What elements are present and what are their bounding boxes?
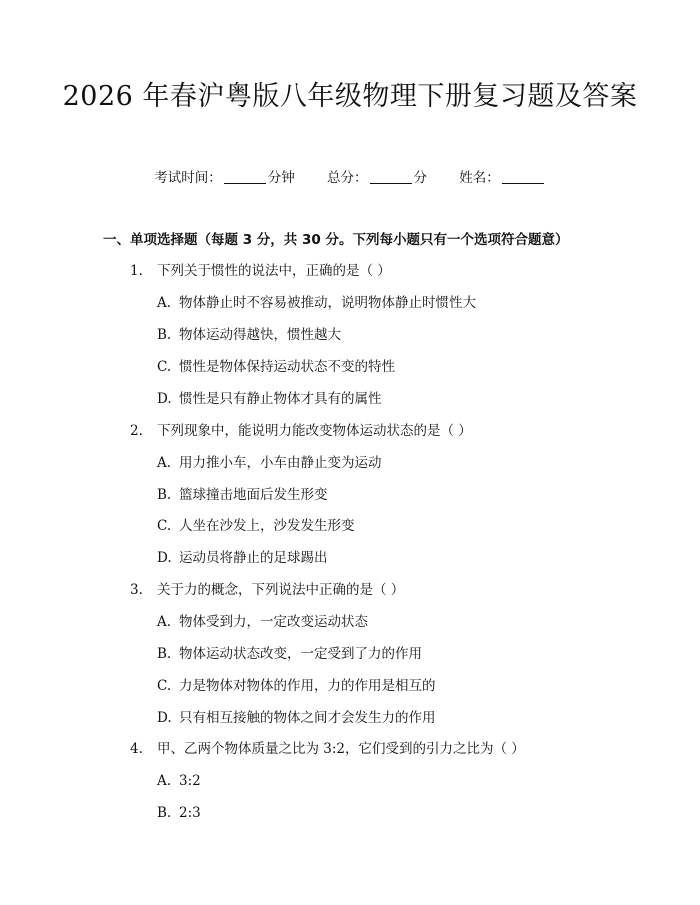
- option-text: 物体受到力，一定改变运动状态: [179, 614, 368, 630]
- option-text: 物体运动得越快，惯性越大: [179, 327, 341, 343]
- option-letter: A.: [157, 614, 172, 630]
- option-letter: A.: [157, 773, 172, 789]
- option-letter: C.: [157, 518, 172, 534]
- option-letter: B.: [157, 327, 172, 343]
- option-text: 2:3: [179, 805, 201, 821]
- question-number: 4.: [130, 741, 143, 757]
- student-name-label: 姓名：: [459, 170, 500, 186]
- option-letter: A.: [157, 295, 172, 311]
- exam-info-row: [0, 168, 700, 188]
- question-text: 下列现象中，能说明力能改变物体运动状态的是（ ）: [157, 423, 472, 439]
- question-number: 2.: [130, 423, 143, 439]
- section-heading: 一、单项选择题（每题 3 分，共 30 分。下列每小题只有一个选项符合题意）: [103, 232, 569, 248]
- total-score-blank: [370, 170, 412, 184]
- option-letter: D.: [157, 391, 172, 407]
- exam-time-unit: 分钟: [267, 170, 295, 186]
- question-text: 关于力的概念，下列说法中正确的是（ ）: [157, 582, 405, 598]
- exam-time-field: [154, 170, 295, 186]
- total-score-label: 总分：: [327, 170, 368, 186]
- option-letter: A.: [157, 455, 172, 471]
- option-text: 物体静止时不容易被推动，说明物体静止时惯性大: [179, 295, 476, 311]
- option-text: 篮球撞击地面后发生形变: [179, 487, 328, 503]
- option-text: 惯性是只有静止物体才具有的属性: [179, 391, 382, 407]
- total-score-unit: 分: [413, 170, 427, 186]
- exam-time-label: 考试时间：: [154, 170, 222, 186]
- option-text: 惯性是物体保持运动状态不变的特性: [179, 359, 395, 375]
- option-text: 3:2: [179, 773, 201, 789]
- option-text: 运动员将静止的足球踢出: [179, 550, 328, 566]
- question-text: 下列关于惯性的说法中，正确的是（ ）: [157, 263, 391, 279]
- option-letter: C.: [157, 359, 172, 375]
- option-letter: D.: [157, 550, 172, 566]
- option-letter: B.: [157, 805, 172, 821]
- option-letter: C.: [157, 678, 172, 694]
- option-letter: D.: [157, 710, 172, 726]
- question-text: 甲、乙两个物体质量之比为 3:2，它们受到的引力之比为（ ）: [157, 741, 525, 757]
- option-text: 力是物体对物体的作用，力的作用是相互的: [179, 678, 436, 694]
- option-text: 用力推小车，小车由静止变为运动: [179, 455, 382, 471]
- student-name-field: [459, 170, 546, 186]
- student-name-blank: [502, 170, 544, 184]
- option-letter: B.: [157, 487, 172, 503]
- total-score-field: [327, 170, 427, 186]
- exam-time-blank: [224, 170, 266, 184]
- question-number: 3.: [130, 582, 143, 598]
- option-text: 只有相互接触的物体之间才会发生力的作用: [179, 710, 436, 726]
- option-text: 人坐在沙发上，沙发发生形变: [179, 518, 355, 534]
- option-letter: B.: [157, 646, 172, 662]
- page-title: 2026 年春沪粤版八年级物理下册复习题及答案: [62, 81, 638, 112]
- question-number: 1.: [130, 263, 143, 279]
- option-text: 物体运动状态改变，一定受到了力的作用: [179, 646, 422, 662]
